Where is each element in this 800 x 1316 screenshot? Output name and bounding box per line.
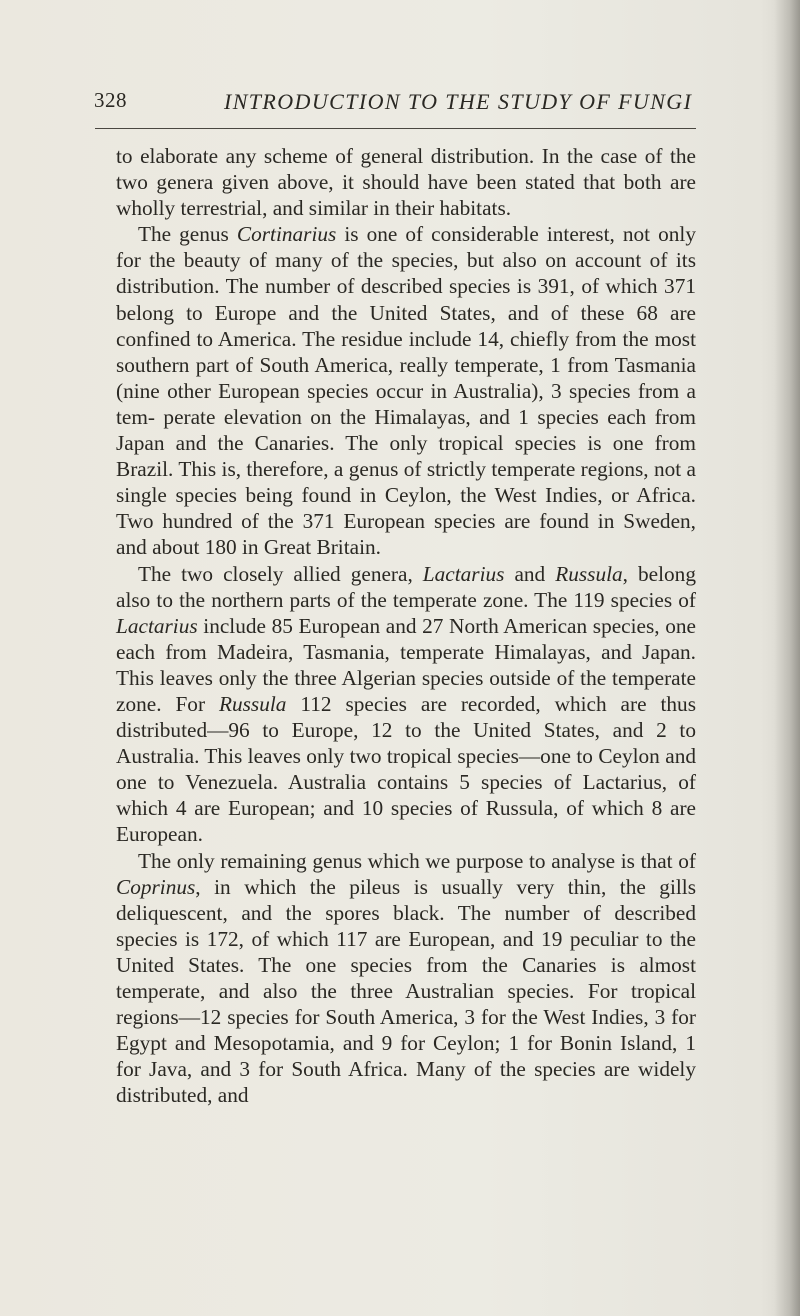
text-segment: and bbox=[504, 561, 556, 586]
page-header bbox=[94, 88, 706, 128]
text-segment: The only remaining genus which we purpose to analyse is that of bbox=[138, 848, 696, 873]
body-text bbox=[116, 143, 696, 1108]
genus-name: Russula bbox=[555, 561, 623, 586]
running-title: INTRODUCTION TO THE STUDY OF FUNGI bbox=[224, 89, 693, 114]
text-segment: The two closely allied genera, bbox=[138, 561, 423, 586]
genus-name: Lactarius bbox=[116, 613, 198, 638]
paragraph-cortinarius bbox=[116, 221, 696, 560]
paragraph-lactarius-russula bbox=[116, 561, 696, 848]
page-number: 328 bbox=[94, 88, 127, 112]
genus-name: Lactarius bbox=[422, 561, 505, 586]
paragraph-coprinus bbox=[116, 848, 696, 1109]
genus-name: Cortinarius bbox=[236, 222, 337, 247]
text-segment: include 85 European and 27 North American species, one each from Madeira, Tasmania, temperate Himalayas, and Japan. This leaves only the three Algerian species outside of the temperate zone. For bbox=[116, 613, 696, 716]
genus-name: Coprinus bbox=[116, 874, 196, 899]
text-segment: , in which the pileus is usually very thin, the gills deliquescent, and the spores black. The number of described species is 172, of which 117 are European, and 19 peculiar to the United States. The one species from the Canaries is almost temperate, and also the three Australian species. For tropical regions—12 species for South America, 3 for the West Indies, 3 for Egypt and Mesopotamia, and 9 for Ceylon; 1 for Bonin Island, 1 for Java, and 3 for South Africa. Many of the species are widely distributed, and bbox=[116, 874, 696, 1108]
text-segment: , belong also to the northern parts of the temperate zone. The 119 species of bbox=[116, 561, 696, 612]
text-segment: to elaborate any scheme of general distribution. In the case of the two genera given above, it should have been stated that both are wholly terrestrial, and similar in their habitats. bbox=[116, 144, 696, 221]
genus-name: Russula bbox=[218, 691, 287, 716]
text-segment: 112 species are recorded, which are thus distributed—96 to Europe, 12 to the United States, and 2 to Australia. This leaves only two tropical species—one to Ceylon and one to Venezuela. Australia contains 5 species of Lactarius, of which 4 are European; and 10 species of Russula, of which 8 are European. bbox=[116, 691, 696, 847]
text-segment: The genus bbox=[138, 222, 237, 247]
text-segment: is one of considerable interest, not only for the beauty of many of the species, but also on account of its distribution. The number of described species is 391, of which 371 belong to Europe and the United States, and of these 68 are confined to America. The residue include 14, chiefly from the most southern part of South America, really temperate, 1 from Tasmania (nine other European species occur in Australia), 3 species from a tem- perate elevation on the Himalayas, and 1 species each from Japan and the Canaries. The only tropical species is one from Brazil. This is, therefore, a genus of strictly temperate regions, not a single species being found in Ceylon, the West Indies, or Africa. Two hundred of the 371 European species are found in Sweden, and about 180 in Great Britain. bbox=[116, 222, 696, 560]
paragraph-continued bbox=[116, 143, 696, 221]
page-edge-shadow bbox=[774, 0, 800, 1316]
header-rule bbox=[95, 128, 696, 129]
